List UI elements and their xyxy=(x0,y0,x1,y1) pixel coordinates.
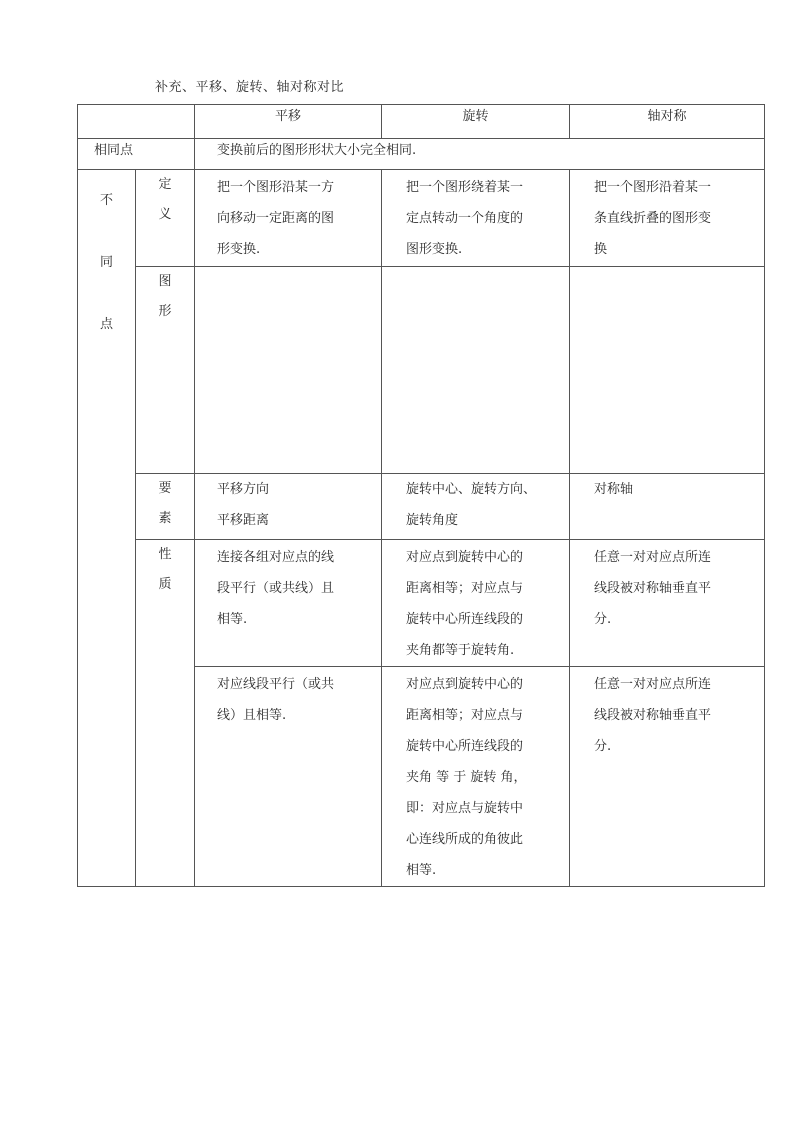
header-blank-cell xyxy=(78,105,195,139)
elements-reflection xyxy=(570,474,765,540)
figure-reflection xyxy=(570,267,765,474)
different-label xyxy=(78,170,136,887)
properties-label xyxy=(136,540,195,887)
label-char: 素 xyxy=(158,511,172,526)
different-char: 不 xyxy=(99,193,113,208)
definition-rotation xyxy=(382,170,570,267)
comparison-table xyxy=(77,104,765,887)
elements-label xyxy=(136,474,195,540)
figure-translation xyxy=(195,267,382,474)
cell-text: 把一个图形沿某一方 向移动一定距离的图 形变换. xyxy=(217,180,335,257)
elements-row xyxy=(78,474,765,540)
properties-reflection-2 xyxy=(570,667,765,887)
cell-text: 旋转中心、旋转方向、 旋转角度 xyxy=(406,482,537,528)
cell-text: 任意一对对应点所连 线段被对称轴垂直平 分. xyxy=(594,550,712,627)
definition-label xyxy=(136,170,195,267)
cell-text: 连接各组对应点的线 段平行（或共线）且 相等. xyxy=(217,550,335,627)
different-char: 同 xyxy=(99,255,113,270)
same-label: 相同点 xyxy=(78,139,195,170)
figure-rotation xyxy=(382,267,570,474)
cell-text: 对应点到旋转中心的 距离相等；对应点与 旋转中心所连线段的 夹角都等于旋转角. xyxy=(406,550,524,658)
label-char: 图 xyxy=(158,274,172,289)
page-title: 补充、平移、旋转、轴对称对比 xyxy=(155,80,345,95)
different-char: 点 xyxy=(99,317,113,332)
label-char: 要 xyxy=(158,481,172,496)
figure-row xyxy=(78,267,765,474)
cell-text: 对称轴 xyxy=(594,482,634,497)
cell-text: 把一个图形沿着某一 条直线折叠的图形变 换 xyxy=(594,180,712,257)
cell-text: 把一个图形绕着某一 定点转动一个角度的 图形变换. xyxy=(406,180,524,257)
properties-row-1 xyxy=(78,540,765,667)
definition-row xyxy=(78,170,765,267)
header-translation: 平移 xyxy=(195,105,382,139)
properties-translation-1 xyxy=(195,540,382,667)
properties-rotation-1 xyxy=(382,540,570,667)
cell-text: 对应点到旋转中心的 距离相等；对应点与 旋转中心所连线段的 夹角 等 于 旋转 角， 即：对应点与旋转中 心连线所成的角彼此 相等. xyxy=(406,677,527,878)
same-row xyxy=(78,139,765,170)
label-char: 性 xyxy=(158,547,172,562)
header-row xyxy=(78,105,765,139)
label-char: 形 xyxy=(158,304,172,319)
properties-translation-2 xyxy=(195,667,382,887)
figure-label xyxy=(136,267,195,474)
label-char: 质 xyxy=(158,577,172,592)
same-text: 变换前后的图形形状大小完全相同. xyxy=(195,139,765,170)
label-char: 定 xyxy=(158,177,172,192)
label-char: 义 xyxy=(158,207,172,222)
properties-rotation-2 xyxy=(382,667,570,887)
definition-reflection xyxy=(570,170,765,267)
header-rotation: 旋转 xyxy=(382,105,570,139)
header-reflection: 轴对称 xyxy=(570,105,765,139)
cell-text: 平移方向 平移距离 xyxy=(217,482,270,528)
properties-reflection-1 xyxy=(570,540,765,667)
elements-rotation xyxy=(382,474,570,540)
elements-translation xyxy=(195,474,382,540)
cell-text: 对应线段平行（或共 线）且相等. xyxy=(217,677,335,723)
cell-text: 任意一对对应点所连 线段被对称轴垂直平 分. xyxy=(594,677,712,754)
definition-translation xyxy=(195,170,382,267)
